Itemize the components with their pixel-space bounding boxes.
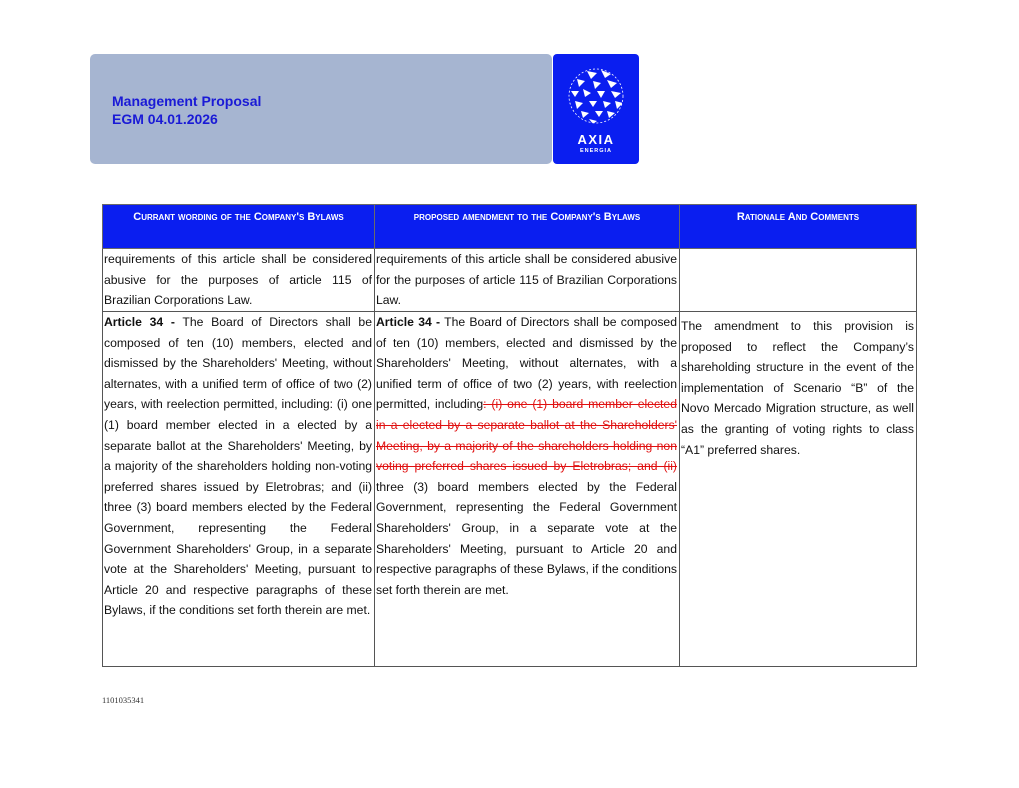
proposed-amendment-cell: requirements of this article shall be considered abusive for the purposes of article 115 of Brazilian Corporations Law. xyxy=(375,249,680,312)
rationale-cell: The amendment to this provision is proposed to reflect the Company’s shareholding structure in the event of the implementation of Scenario “B” of the Novo Mercado Migration structure, as well as the granting of voting rights to class “A1” preferred shares. xyxy=(680,312,917,667)
current-wording-text: The Board of Directors shall be composed of ten (10) members, elected and dismissed by the Shareholders' Meeting, without alternates, with a unified term of office of two (2) years, with reelection permitted, including: (i) one (1) board member elected in a elected by a separate ballot at the Shareholders' Meeting, by a majority of the shareholders holding non-voting preferred shares issued by Eletrobras; and (ii) three (3) board members elected by the Federal Government, representing the Federal Government Shareholders' Group, in a separate vote at the Shareholders' Meeting, pursuant to Article 20 and respective paragraphs of these Bylaws, if the conditions set forth therein are met. xyxy=(104,315,372,618)
table-row xyxy=(103,249,917,312)
geodesic-globe-icon xyxy=(567,67,625,125)
article-label: Article 34 - xyxy=(104,315,175,329)
proposed-text-continued: three (3) board members elected by the Federal Government, representing the Federal Government Shareholders' Group, in a separate vote at the Shareholders' Meeting, pursuant to Article 20 and respective paragraphs of these Bylaws, if the conditions set forth therein are met. xyxy=(376,479,677,597)
proposed-text-kept: The Board of Directors shall be composed of ten (10) members, elected and dismissed by the Shareholders' Meeting, without alternates, with a unified term of office of two (2) years, with reelection permitted, including xyxy=(376,315,677,412)
logo-name: AXIA xyxy=(577,132,615,147)
company-logo xyxy=(553,54,639,164)
proposed-amendment-cell xyxy=(375,312,680,667)
current-wording-cell: requirements of this article shall be considered abusive for the purposes of article 115 of Brazilian Corporations Law. xyxy=(103,249,375,312)
table-header-row xyxy=(103,205,917,249)
document-title xyxy=(112,92,261,128)
title-line-2: EGM 04.01.2026 xyxy=(112,111,218,127)
table-row xyxy=(103,312,917,667)
current-wording-cell xyxy=(103,312,375,667)
amendment-table xyxy=(102,204,917,667)
article-label: Article 34 - xyxy=(376,315,441,329)
document-code: 1101035341 xyxy=(102,695,145,705)
column-header-current: Currant wording of the Company's Bylaws xyxy=(103,205,375,249)
proposed-text-deleted: : (i) one (1) board member elected in a elected by a separate ballot at the Shareholders' Meeting, by a majority of the shareholders holding non voting preferred shares issued by Eletrobras; and (ii) xyxy=(376,397,677,474)
header-banner xyxy=(90,54,552,164)
title-line-1: Management Proposal xyxy=(112,93,262,109)
column-header-rationale: Rationale And Comments xyxy=(680,205,917,249)
rationale-cell xyxy=(680,249,917,312)
column-header-proposed: proposed amendment to the Company's Bylaws xyxy=(375,205,680,249)
logo-subtitle: ENERGIA xyxy=(579,148,613,154)
